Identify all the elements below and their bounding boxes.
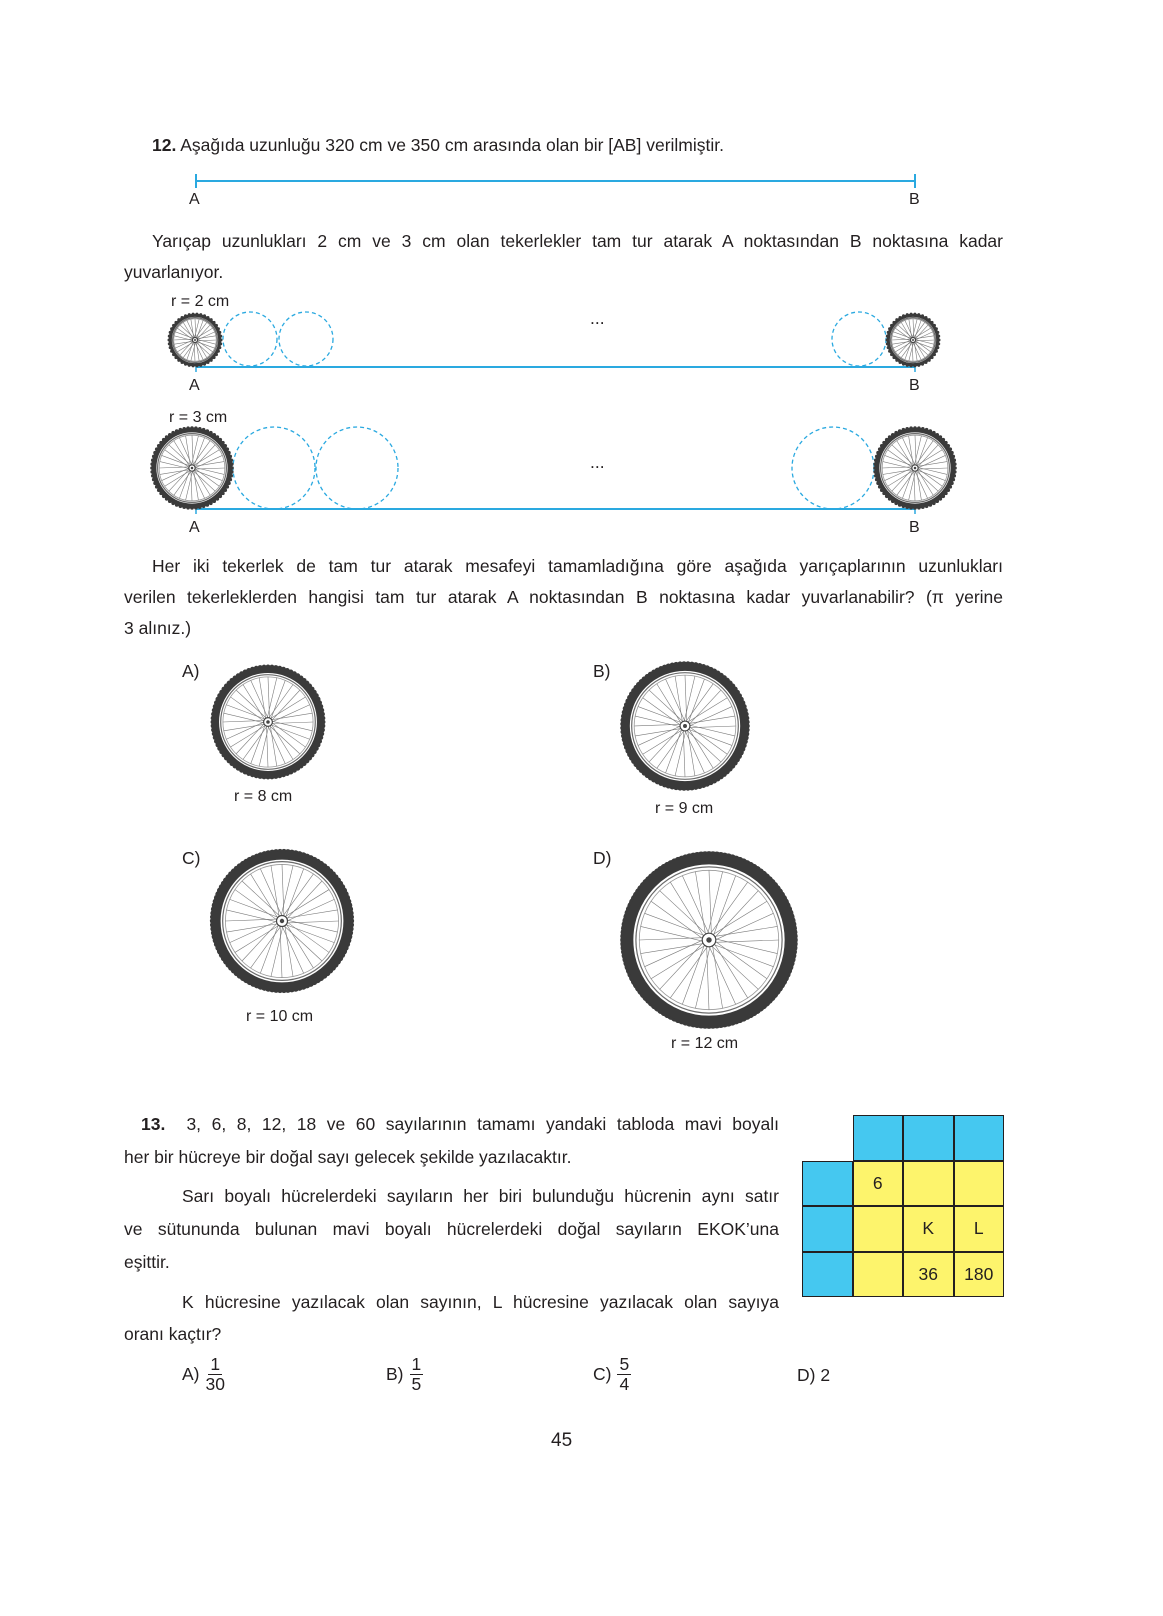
- q13-line1-text: 3, 6, 8, 12, 18 ve 60 sayılarının tamamı yandaki tabloda mavi boyalı: [186, 1114, 779, 1134]
- q13-line5: eşittir.: [124, 1252, 170, 1272]
- wheel-option-d-icon: [620, 851, 798, 1029]
- option-a-radius: r = 8 cm: [234, 788, 293, 805]
- q13-answer-a-letter: A): [182, 1364, 200, 1384]
- grid-yellow-cell: K: [903, 1206, 954, 1252]
- dashed-circle: [279, 312, 333, 366]
- ellipsis-2: ...: [590, 452, 605, 472]
- q13-line4: ve sütununda bulunan mavi boyalı hücrelerdeki doğal sayıların EKOK’una: [124, 1219, 779, 1239]
- option-b-letter: B): [593, 661, 611, 681]
- segment-ab: [196, 174, 915, 188]
- point-b-label: B: [909, 191, 920, 208]
- wheel-small-label: r = 2 cm: [171, 293, 230, 310]
- grid-blue-cell: [802, 1252, 853, 1298]
- dashed-circle: [832, 312, 886, 366]
- ellipsis-1: ...: [590, 308, 605, 328]
- option-a-letter: A): [182, 661, 200, 681]
- fraction-denominator: 4: [619, 1374, 630, 1394]
- q13-answer-c-fraction: [617, 1356, 631, 1393]
- rolling-track-large: [196, 427, 915, 514]
- grid-yellow-cell: [903, 1161, 954, 1207]
- point-b-label-3: B: [909, 519, 920, 536]
- wheel-small-end-icon: [886, 313, 941, 368]
- q13-answer-a: [182, 1356, 225, 1393]
- q13-answer-c-letter: C): [593, 1364, 612, 1384]
- wheel-small-start-icon: [168, 313, 223, 368]
- wheels-group: [150, 313, 957, 1029]
- dashed-circle: [792, 427, 874, 509]
- grid-yellow-cell: 180: [954, 1252, 1005, 1298]
- wheel-large-label: r = 3 cm: [169, 409, 228, 426]
- fraction-numerator: 5: [619, 1354, 630, 1374]
- page-number: 45: [551, 1430, 573, 1451]
- q13-answer-b-fraction: [410, 1356, 424, 1393]
- q13-line3: Sarı boyalı hücrelerdeki sayıların her biri bulunduğu hücrenin aynı satır: [182, 1186, 779, 1206]
- dashed-circle: [233, 427, 315, 509]
- q13-number: 13.: [141, 1114, 166, 1134]
- rolling-track-small: [196, 312, 915, 372]
- grid-yellow-cell: [954, 1161, 1005, 1207]
- q12-para1-line2: yuvarlanıyor.: [124, 262, 224, 282]
- wheel-large-start-icon: [150, 426, 234, 510]
- grid-blue-cell: [802, 1161, 853, 1207]
- fraction-denominator: 30: [205, 1374, 225, 1394]
- q12-question-line3: 3 alınız.): [124, 618, 192, 638]
- option-d-radius: r = 12 cm: [671, 1035, 739, 1052]
- q12-intro: [152, 129, 724, 161]
- wheel-large-end-icon: [873, 426, 957, 510]
- q12-question-line1: Her iki tekerlek de tam tur atarak mesafeyi tamamladığına göre aşağıda yarıçaplarının uzunlukları: [152, 556, 1003, 576]
- fraction-numerator: 1: [411, 1354, 422, 1374]
- q12-question-line2: verilen tekerleklerden hangisi tam tur atarak A noktasından B noktasına kadar yuvarlanabilir? (π yerine: [124, 587, 1003, 607]
- grid-yellow-cell: [853, 1252, 904, 1298]
- grid-yellow-cell: [853, 1206, 904, 1252]
- q13-answer-b: [386, 1356, 423, 1393]
- q12-intro-text: Aşağıda uzunluğu 320 cm ve 350 cm arasında olan bir [AB] verilmiştir.: [180, 135, 724, 155]
- point-a-label: A: [189, 191, 200, 208]
- option-d-letter: D): [593, 848, 612, 868]
- q13-answer-b-letter: B): [386, 1364, 404, 1384]
- grid-yellow-cell: 36: [903, 1252, 954, 1298]
- fraction-denominator: 5: [411, 1374, 422, 1394]
- wheel-option-b-icon: [620, 661, 750, 791]
- grid-blue-cell: [903, 1115, 954, 1161]
- q13-line6: K hücresine yazılacak olan sayının, L hücresine yazılacak olan sayıya: [182, 1292, 779, 1312]
- point-a-label-3: A: [189, 519, 200, 536]
- point-a-label-2: A: [189, 377, 200, 394]
- wheel-option-a-icon: [211, 665, 326, 780]
- q13-answer-a-fraction: [206, 1356, 225, 1393]
- grid-blue-cell: [802, 1206, 853, 1252]
- option-c-letter: C): [182, 848, 201, 868]
- point-b-label-2: B: [909, 377, 920, 394]
- q13-answer-c: [593, 1356, 631, 1393]
- grid-blue-cell: [853, 1115, 904, 1161]
- option-b-radius: r = 9 cm: [655, 800, 714, 817]
- fraction-numerator: 1: [210, 1354, 221, 1374]
- dashed-circle: [316, 427, 398, 509]
- grid-blue-cell: [954, 1115, 1005, 1161]
- grid-yellow-cell: 6: [853, 1161, 904, 1207]
- q13-line2: her bir hücreye bir doğal sayı gelecek şekilde yazılacaktır.: [124, 1147, 572, 1167]
- q13-answer-d: D) 2: [797, 1365, 831, 1385]
- q12-number: 12.: [152, 135, 177, 155]
- q13-line1: [141, 1108, 779, 1140]
- wheel-option-c-icon: [210, 849, 354, 993]
- grid-yellow-cell: L: [954, 1206, 1005, 1252]
- option-c-radius: r = 10 cm: [246, 1008, 314, 1025]
- dashed-circle: [223, 312, 277, 366]
- q12-para1-line1: Yarıçap uzunlukları 2 cm ve 3 cm olan tekerlekler tam tur atarak A noktasından B noktasına kadar: [152, 231, 1003, 251]
- q13-line7: oranı kaçtır?: [124, 1324, 222, 1344]
